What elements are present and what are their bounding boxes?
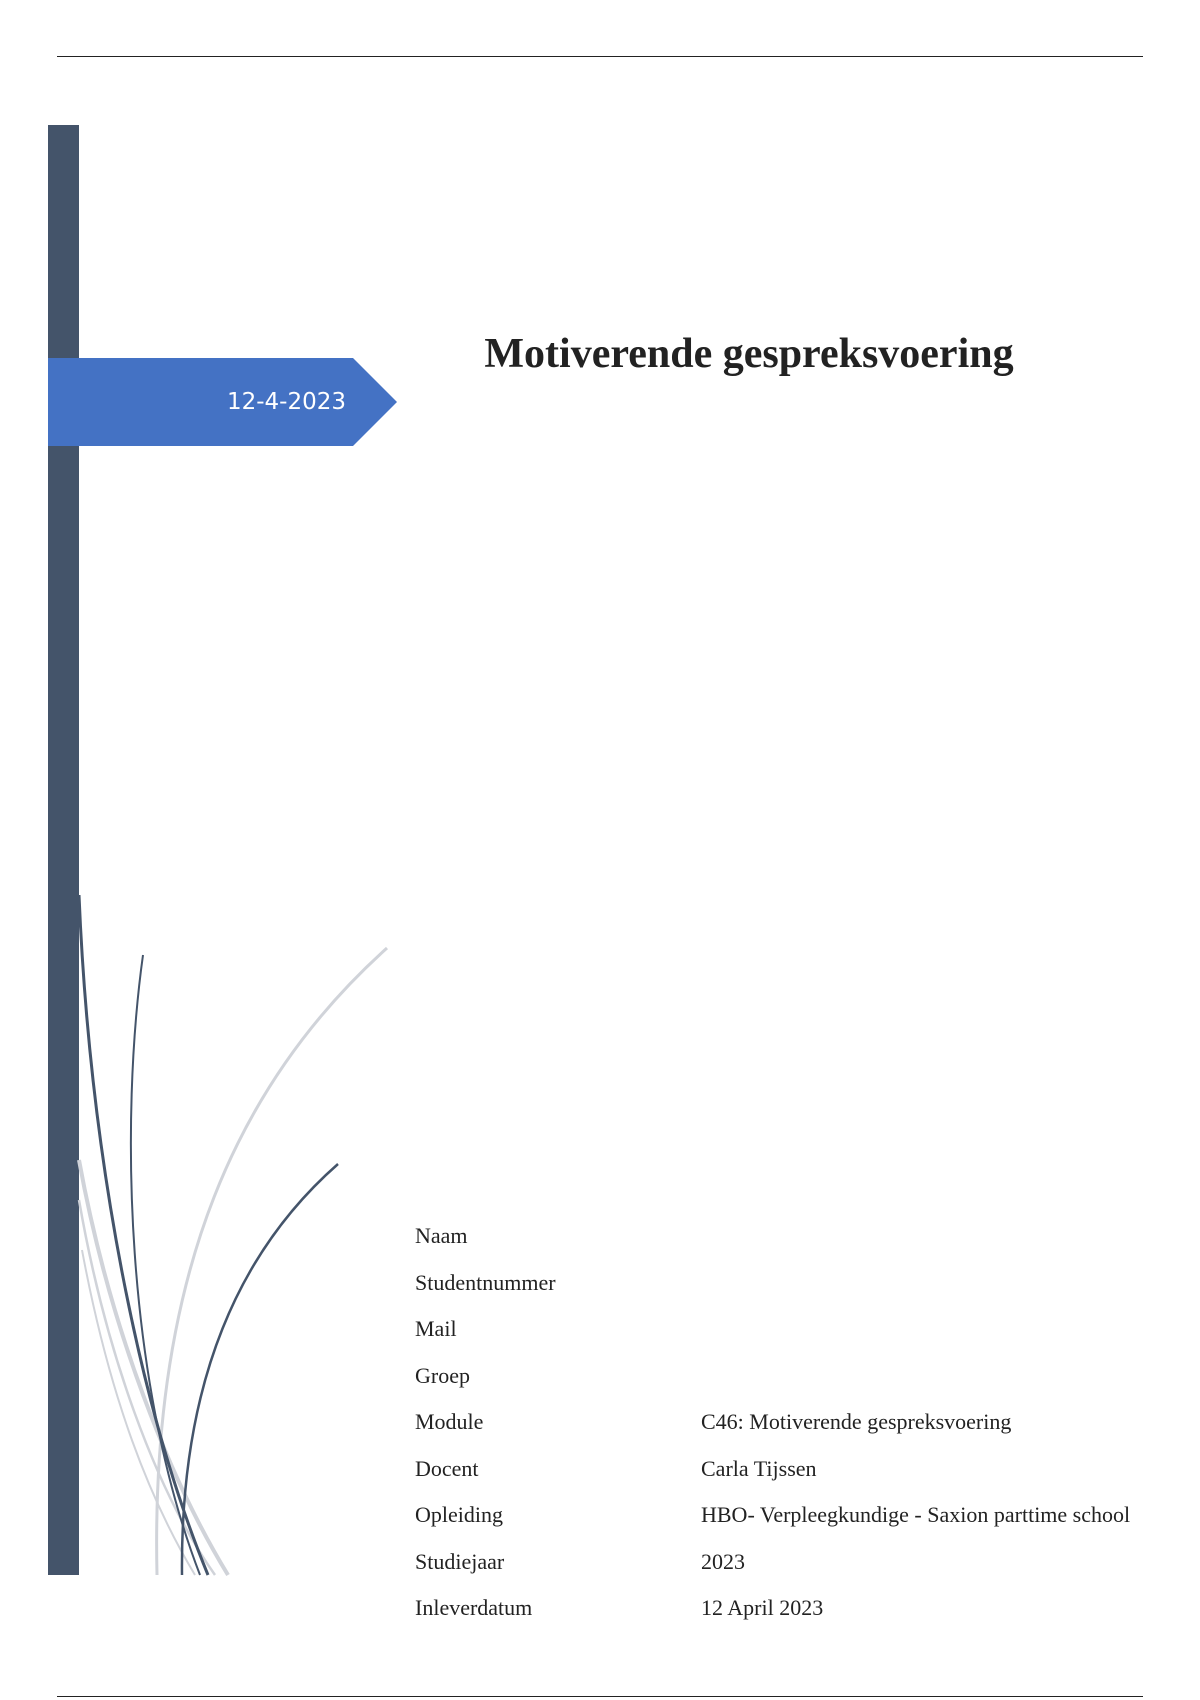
info-row-module — [415, 1409, 1185, 1456]
info-value: C46: Motiverende gespreksvoering — [701, 1409, 1012, 1434]
info-row-studentnummer — [415, 1270, 1185, 1317]
info-label: Inleverdatum — [415, 1595, 533, 1620]
info-label: Groep — [415, 1362, 470, 1388]
student-info-table — [415, 1223, 1185, 1642]
info-label: Docent — [415, 1455, 479, 1481]
info-value: 2023 — [701, 1548, 745, 1574]
info-value: HBO- Verpleegkundige - Saxion parttime school — [701, 1502, 1131, 1527]
info-label: Mail — [415, 1316, 457, 1341]
info-label: Studiejaar — [415, 1548, 505, 1574]
info-row-studiejaar — [415, 1549, 1185, 1596]
info-label: Module — [415, 1409, 484, 1434]
info-label: Opleiding — [415, 1502, 503, 1527]
info-row-opleiding — [415, 1502, 1185, 1549]
info-row-groep — [415, 1363, 1185, 1410]
info-value: 12 April 2023 — [701, 1595, 824, 1620]
date-banner — [48, 358, 397, 446]
footer-rule — [57, 1696, 1143, 1697]
info-value: Carla Tijssen — [701, 1455, 817, 1481]
info-row-docent — [415, 1456, 1185, 1503]
document-title: Motiverende gespreksvoering — [484, 331, 1014, 377]
cover-date: 12-4-2023 — [226, 389, 346, 415]
info-row-inleverdatum — [415, 1595, 1185, 1642]
info-row-mail — [415, 1316, 1185, 1363]
info-row-naam — [415, 1223, 1185, 1270]
info-label: Naam — [415, 1223, 468, 1248]
info-label: Studentnummer — [415, 1269, 556, 1295]
decorative-curves — [0, 0, 400, 1600]
